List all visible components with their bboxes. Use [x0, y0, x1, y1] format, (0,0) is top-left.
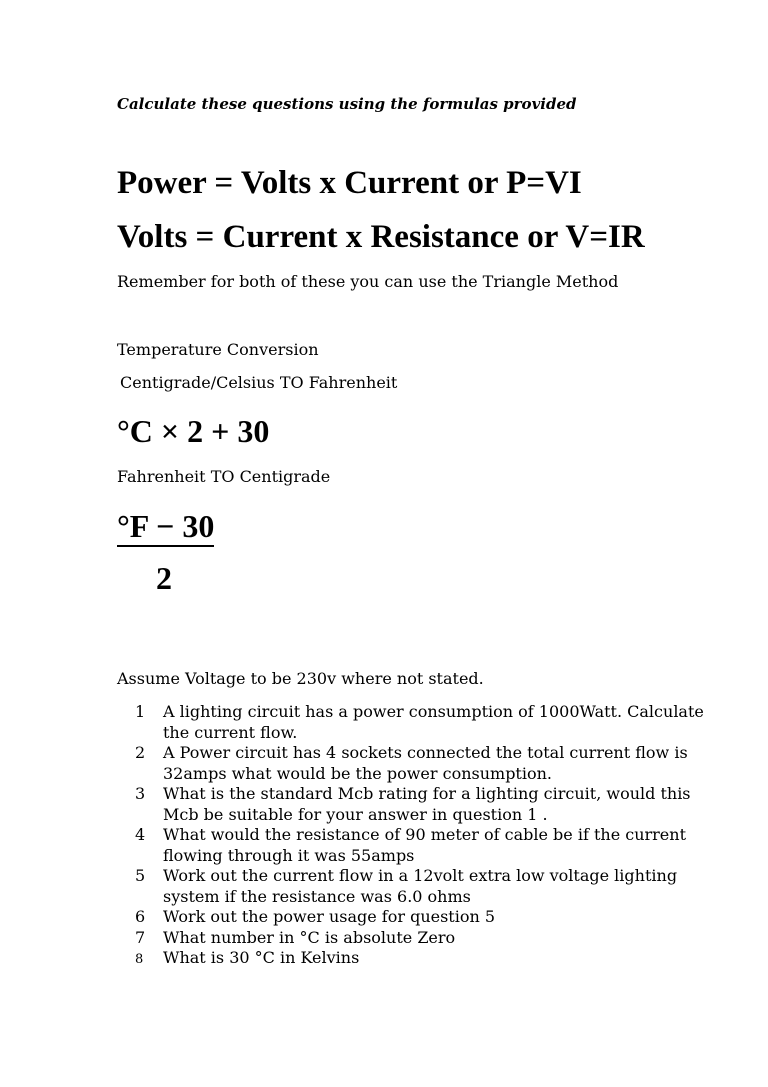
question-text: What is 30 °C in Kelvins [163, 948, 360, 967]
question-item [135, 948, 755, 971]
question-text: A lighting circuit has a power consumption of 1000Watt. Calculate the current flow. [163, 702, 704, 742]
fahrenheit-to-centigrade-label: Fahrenheit TO Centigrade [117, 467, 331, 486]
question-item [135, 825, 755, 866]
instructions-heading: Calculate these questions using the formulas provided [117, 95, 577, 113]
fahrenheit-to-centigrade-numerator: °F − 30 [117, 508, 214, 547]
question-item [135, 784, 755, 825]
question-text: A Power circuit has 4 sockets connected the total current flow is 32amps what would be the power consumption. [163, 743, 688, 783]
question-text: Work out the power usage for question 5 [163, 907, 496, 926]
question-text: What would the resistance of 90 meter of cable be if the current flowing through it was 55amps [163, 825, 687, 865]
celsius-to-fahrenheit-label: Centigrade/Celsius TO Fahrenheit [120, 373, 398, 392]
question-number: 6 [135, 907, 146, 926]
question-item [135, 743, 755, 784]
question-list [135, 702, 755, 971]
question-number: 2 [135, 743, 146, 762]
question-number: 7 [135, 927, 146, 947]
fahrenheit-to-centigrade-denominator: 2 [156, 560, 172, 596]
question-text: Work out the current flow in a 12volt extra low voltage lighting system if the resistance was 6.0 ohms [163, 866, 678, 906]
question-item [135, 928, 755, 949]
volts-formula: Volts = Current x Resistance or V=IR [117, 219, 645, 255]
question-text: What is the standard Mcb rating for a lighting circuit, would this Mcb be suitable for your answer in question 1 . [163, 784, 691, 824]
triangle-method-note: Remember for both of these you can use the Triangle Method [117, 272, 619, 291]
question-text: What number in °C is absolute Zero [163, 927, 456, 947]
question-number: 8 [135, 952, 144, 967]
celsius-to-fahrenheit-formula: °C × 2 + 30 [117, 413, 270, 449]
power-formula: Power = Volts x Current or P=VI [117, 165, 582, 201]
voltage-assumption: Assume Voltage to be 230v where not stated. [117, 669, 484, 688]
temperature-conversion-heading: Temperature Conversion [117, 340, 319, 359]
question-number: 5 [135, 866, 146, 885]
question-number: 3 [135, 784, 146, 803]
question-number: 1 [135, 702, 146, 721]
question-number: 4 [135, 825, 146, 844]
question-item [135, 702, 755, 743]
question-item [135, 866, 755, 907]
question-item [135, 907, 755, 928]
